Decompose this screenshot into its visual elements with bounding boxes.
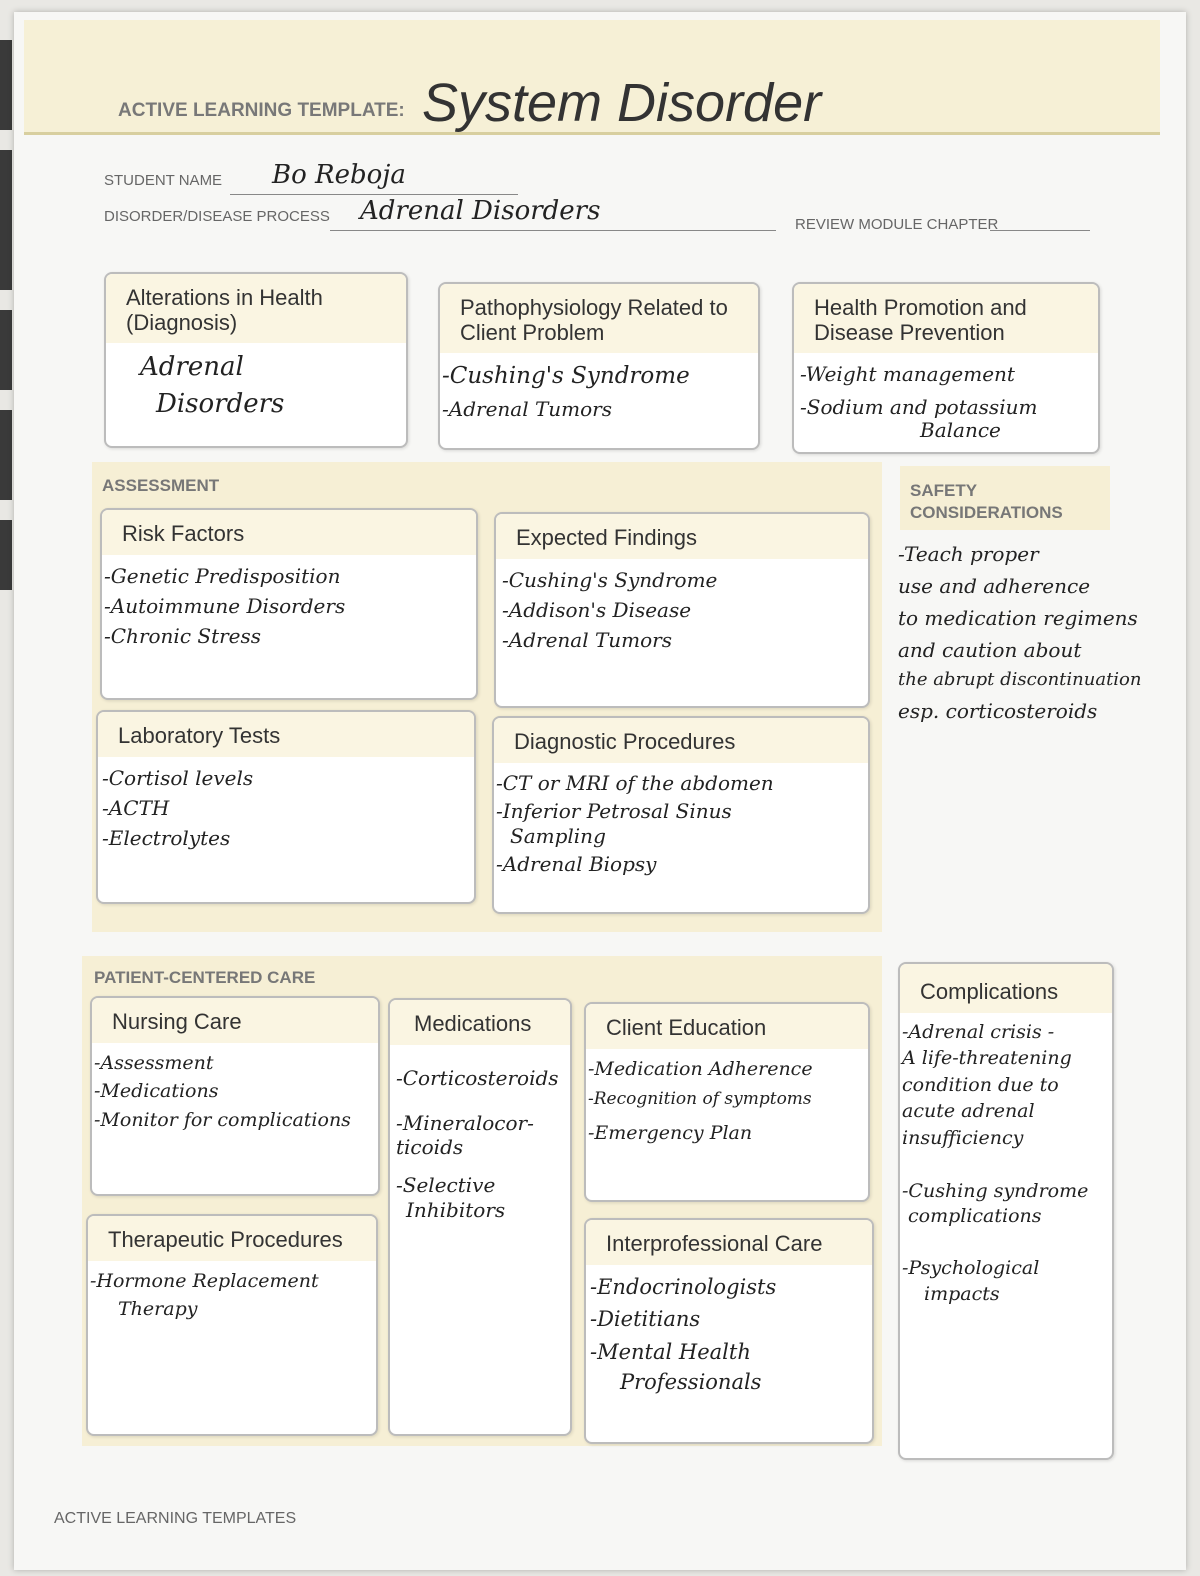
risk-factor-entry[interactable]: -Genetic Predisposition: [104, 563, 341, 588]
expected-finding-entry[interactable]: -Cushing's Syndrome: [502, 567, 718, 592]
pathophysiology-title: Pathophysiology Related to Client Problem: [440, 284, 758, 353]
client-education-entry[interactable]: -Medication Adherence: [588, 1057, 813, 1080]
expected-findings-title: Expected Findings: [496, 514, 868, 559]
diagnostic-entry[interactable]: -CT or MRI of the abdomen: [496, 770, 774, 795]
safety-label: SAFETY: [910, 481, 978, 500]
lab-test-entry[interactable]: -Electrolytes: [102, 825, 231, 850]
complication-entry[interactable]: -Cushing syndrome: [902, 1179, 1089, 1202]
complication-entry[interactable]: complications: [908, 1205, 1042, 1228]
health-promotion-box: [792, 282, 1100, 454]
medication-entry[interactable]: -Mineralocor-: [396, 1110, 534, 1135]
pathophysiology-entry[interactable]: -Adrenal Tumors: [442, 396, 613, 421]
interprofessional-entry[interactable]: -Endocrinologists: [590, 1274, 777, 1299]
medication-entry[interactable]: -Selective: [396, 1172, 496, 1197]
alterations-entry[interactable]: Disorders: [156, 388, 285, 419]
review-module-label: REVIEW MODULE CHAPTER: [795, 216, 999, 233]
client-education-box: [584, 1002, 870, 1202]
medications-title: Medications: [390, 1000, 570, 1045]
complication-entry[interactable]: insufficiency: [902, 1127, 1024, 1149]
complication-entry[interactable]: acute adrenal: [902, 1100, 1035, 1123]
patient-centered-care-label: PATIENT-CENTERED CARE: [94, 968, 316, 987]
pathophysiology-box: [438, 282, 760, 450]
health-promotion-entry[interactable]: -Weight management: [800, 362, 1015, 387]
diagnostic-entry[interactable]: -Adrenal Biopsy: [496, 851, 657, 876]
client-education-entry[interactable]: -Recognition of symptoms: [588, 1089, 812, 1110]
review-module-line[interactable]: [990, 230, 1090, 231]
complications-box: [898, 962, 1114, 1460]
client-education-entry[interactable]: -Emergency Plan: [588, 1122, 753, 1145]
binder-edge: [0, 310, 12, 390]
diagnostic-procedures-box: [492, 716, 870, 914]
medication-entry[interactable]: Inhibitors: [406, 1197, 506, 1222]
safety-line[interactable]: use and adherence: [898, 574, 1091, 598]
expected-finding-entry[interactable]: -Adrenal Tumors: [502, 627, 673, 652]
student-name-line: [230, 194, 518, 195]
binder-edge: [0, 40, 12, 130]
medication-entry[interactable]: -Corticosteroids: [396, 1065, 559, 1090]
nursing-care-title: Nursing Care: [92, 998, 378, 1043]
nursing-care-entry[interactable]: -Monitor for complications: [94, 1108, 351, 1131]
alterations-title: Alterations in Health (Diagnosis): [106, 274, 406, 343]
student-name-label: STUDENT NAME: [104, 172, 223, 189]
diagnostic-entry[interactable]: -Inferior Petrosal Sinus: [496, 798, 732, 823]
interprofessional-entry[interactable]: Professionals: [620, 1370, 762, 1395]
complication-entry[interactable]: -Adrenal crisis -: [902, 1020, 1055, 1043]
pathophysiology-entry[interactable]: -Cushing's Syndrome: [442, 363, 690, 390]
safety-notes: [898, 538, 1188, 727]
binder-edge: [0, 150, 12, 290]
safety-line[interactable]: and caution about: [898, 638, 1082, 662]
template-title: System Disorder: [422, 73, 822, 133]
lab-test-entry[interactable]: -ACTH: [102, 795, 170, 820]
disorder-line: [330, 230, 776, 231]
disorder-label: DISORDER/DISEASE PROCESS: [104, 208, 330, 225]
diagnostic-procedures-title: Diagnostic Procedures: [494, 718, 868, 763]
health-promotion-title: Health Promotion and Disease Prevention: [794, 284, 1098, 353]
laboratory-tests-box: [96, 710, 476, 904]
alterations-box: [104, 272, 408, 448]
therapeutic-entry[interactable]: -Hormone Replacement: [90, 1269, 319, 1292]
safety-header-band: [900, 466, 1110, 530]
therapeutic-procedures-box: [86, 1214, 378, 1436]
lab-test-entry[interactable]: -Cortisol levels: [102, 765, 254, 790]
risk-factors-box: [100, 508, 478, 700]
expected-finding-entry[interactable]: -Addison's Disease: [502, 597, 692, 622]
therapeutic-entry[interactable]: Therapy: [118, 1298, 198, 1321]
risk-factor-entry[interactable]: -Autoimmune Disorders: [104, 593, 346, 618]
template-label: ACTIVE LEARNING TEMPLATE:: [118, 100, 405, 121]
expected-findings-box: [494, 512, 870, 708]
complication-entry[interactable]: impacts: [924, 1283, 1000, 1306]
nursing-care-entry[interactable]: -Assessment: [94, 1051, 214, 1074]
therapeutic-procedures-title: Therapeutic Procedures: [88, 1216, 376, 1261]
complication-entry[interactable]: condition due to: [902, 1073, 1059, 1096]
medication-entry[interactable]: ticoids: [396, 1134, 464, 1159]
complication-entry[interactable]: A life-threatening: [902, 1047, 1072, 1070]
student-name-value[interactable]: Bo Reboja: [272, 160, 406, 190]
safety-label: CONSIDERATIONS: [910, 503, 1063, 523]
nursing-care-entry[interactable]: -Medications: [94, 1080, 219, 1103]
disorder-value[interactable]: Adrenal Disorders: [360, 196, 601, 226]
interprofessional-care-box: [584, 1218, 874, 1444]
interprofessional-entry[interactable]: -Mental Health: [590, 1339, 751, 1364]
client-education-title: Client Education: [586, 1004, 868, 1049]
complication-entry[interactable]: -Psychological: [902, 1256, 1040, 1279]
safety-line[interactable]: to medication regimens: [898, 606, 1138, 630]
health-promotion-entry[interactable]: Balance: [920, 418, 1001, 443]
risk-factors-title: Risk Factors: [102, 510, 476, 555]
interprofessional-care-title: Interprofessional Care: [586, 1220, 872, 1265]
medications-box: [388, 998, 572, 1436]
binder-edge: [0, 410, 12, 500]
nursing-care-box: [90, 996, 380, 1196]
footer-text: ACTIVE LEARNING TEMPLATES: [54, 1510, 297, 1527]
diagnostic-entry[interactable]: Sampling: [510, 823, 606, 848]
safety-line[interactable]: the abrupt discontinuation: [898, 669, 1142, 690]
complications-title: Complications: [900, 964, 1112, 1013]
assessment-label: ASSESSMENT: [102, 476, 220, 495]
binder-edge: [0, 520, 12, 590]
interprofessional-entry[interactable]: -Dietitians: [590, 1307, 701, 1332]
safety-line[interactable]: -Teach proper: [898, 542, 1039, 566]
alterations-entry[interactable]: Adrenal: [140, 352, 244, 383]
laboratory-tests-title: Laboratory Tests: [98, 712, 474, 757]
risk-factor-entry[interactable]: -Chronic Stress: [104, 623, 262, 648]
safety-line[interactable]: esp. corticosteroids: [898, 698, 1098, 723]
health-promotion-entry[interactable]: -Sodium and potassium: [800, 395, 1038, 420]
